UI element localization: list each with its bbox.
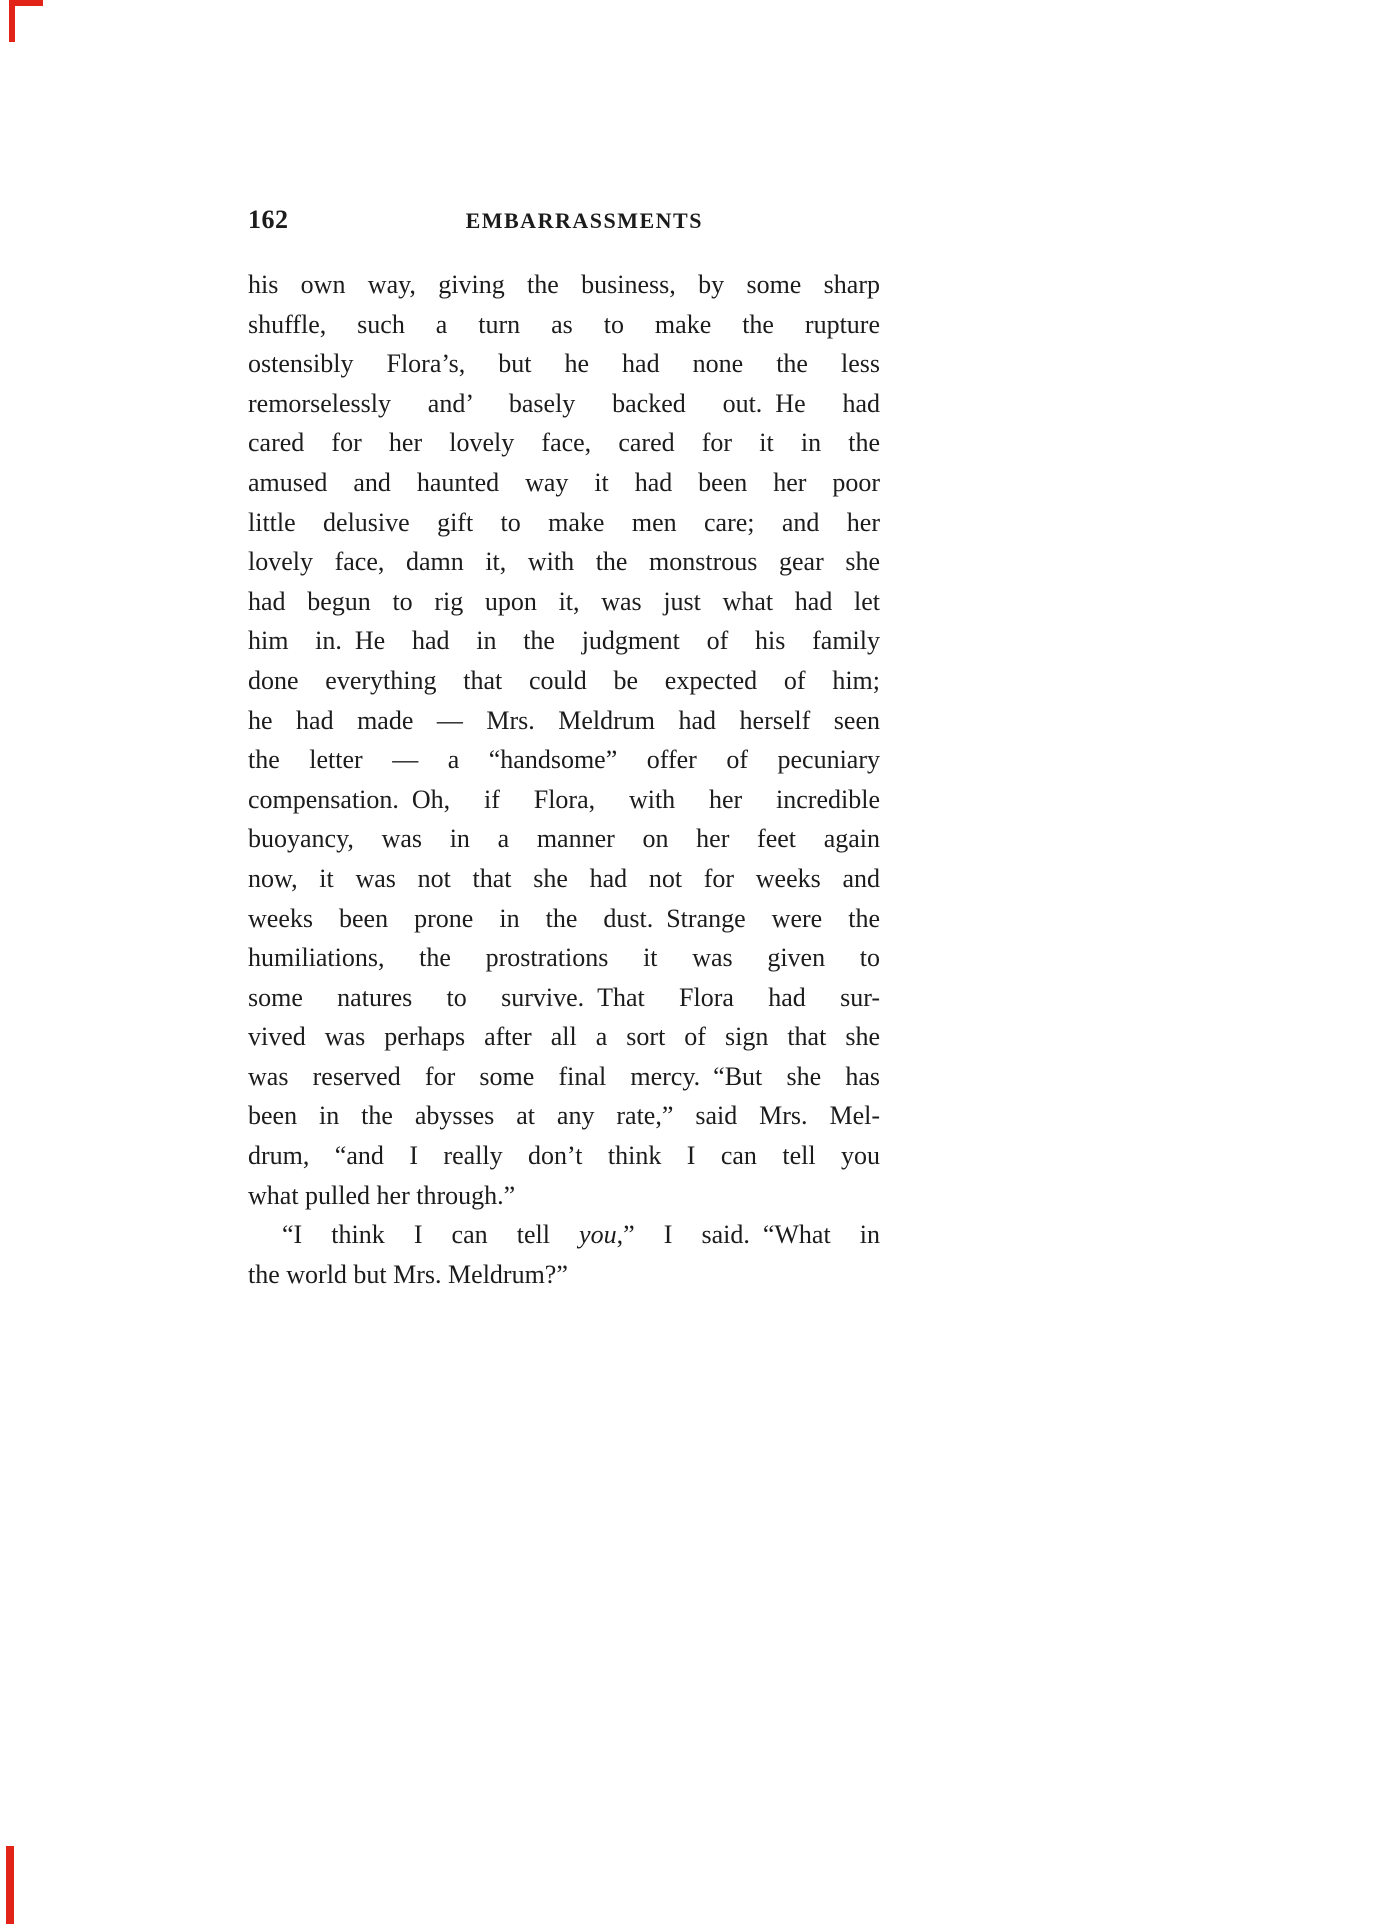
text-line <box>248 503 880 543</box>
text-line <box>248 701 880 741</box>
text-segment: shuffle, such a turn as to make the rupture <box>248 309 880 339</box>
scan-artifact-top-left-vertical <box>9 0 15 42</box>
text-line <box>248 542 880 582</box>
text-line <box>248 344 880 384</box>
text-line <box>248 1136 880 1176</box>
text-segment: lovely face, damn it, with the monstrous gear she <box>248 547 880 577</box>
text-line <box>248 621 880 661</box>
text-segment: him in. He had in the judgment of his family <box>248 626 880 656</box>
running-head <box>248 205 880 235</box>
scan-artifact-bottom-left <box>6 1846 14 1924</box>
text-segment: now, it was not that she had not for weeks and <box>248 863 880 893</box>
text-line <box>248 1255 880 1295</box>
text-segment: his own way, giving the business, by some sharp <box>248 270 880 299</box>
page-number: 162 <box>248 205 289 234</box>
text-segment: humiliations, the prostrations it was given to <box>248 943 880 973</box>
text-segment: ,” I said. “What in <box>616 1220 880 1250</box>
text-segment: what pulled her through.” <box>248 1180 516 1210</box>
text-segment: the letter — a “handsome” offer of pecuniary <box>248 745 880 775</box>
text-line <box>248 740 880 780</box>
text-segment: was reserved for some final mercy. “But she has <box>248 1061 880 1091</box>
text-line <box>248 384 880 424</box>
text-segment: amused and haunted way it had been her poor <box>248 467 880 497</box>
text-line <box>248 582 880 622</box>
text-segment: the world but Mrs. Meldrum?” <box>248 1259 568 1289</box>
text-segment: he had made — Mrs. Meldrum had herself seen <box>248 705 880 735</box>
text-block <box>248 205 880 1294</box>
text-line <box>248 463 880 503</box>
text-segment: cared for her lovely face, cared for it in the <box>248 428 880 458</box>
text-segment: drum, “and I really don’t think I can tell you <box>248 1141 880 1171</box>
text-segment: buoyancy, was in a manner on her feet again <box>248 824 880 854</box>
text-line <box>248 661 880 701</box>
text-line <box>248 1096 880 1136</box>
text-line <box>248 859 880 899</box>
italic-word: you <box>579 1220 617 1250</box>
text-segment: ostensibly Flora’s, but he had none the less <box>248 349 880 379</box>
text-segment: weeks been prone in the dust. Strange were the <box>248 903 880 933</box>
text-line <box>248 423 880 463</box>
text-line <box>248 1057 880 1097</box>
text-segment: remorselessly and’ basely backed out. He had <box>248 388 880 418</box>
text-line <box>248 305 880 345</box>
body-text <box>248 265 880 1294</box>
text-segment: been in the abysses at any rate,” said Mrs. Mel- <box>248 1101 880 1131</box>
text-segment: some natures to survive. That Flora had sur- <box>248 982 880 1012</box>
text-line <box>248 265 880 305</box>
text-line <box>248 1017 880 1057</box>
text-segment: had begun to rig upon it, was just what had let <box>248 586 880 616</box>
text-segment: vived was perhaps after all a sort of sign that she <box>248 1022 880 1052</box>
text-line <box>248 1176 880 1216</box>
text-line <box>248 978 880 1018</box>
running-title: EMBARRASSMENTS <box>465 208 703 233</box>
scan-artifact-top-left-horizontal <box>9 0 43 6</box>
text-line <box>248 938 880 978</box>
text-segment: done everything that could be expected of him; <box>248 665 880 695</box>
text-line <box>248 1215 880 1255</box>
text-line <box>248 899 880 939</box>
text-segment: compensation. Oh, if Flora, with her incredible <box>248 784 880 814</box>
text-line <box>248 819 880 859</box>
text-segment: little delusive gift to make men care; and her <box>248 507 880 537</box>
text-segment: “I think I can tell <box>282 1220 580 1250</box>
text-line <box>248 780 880 820</box>
